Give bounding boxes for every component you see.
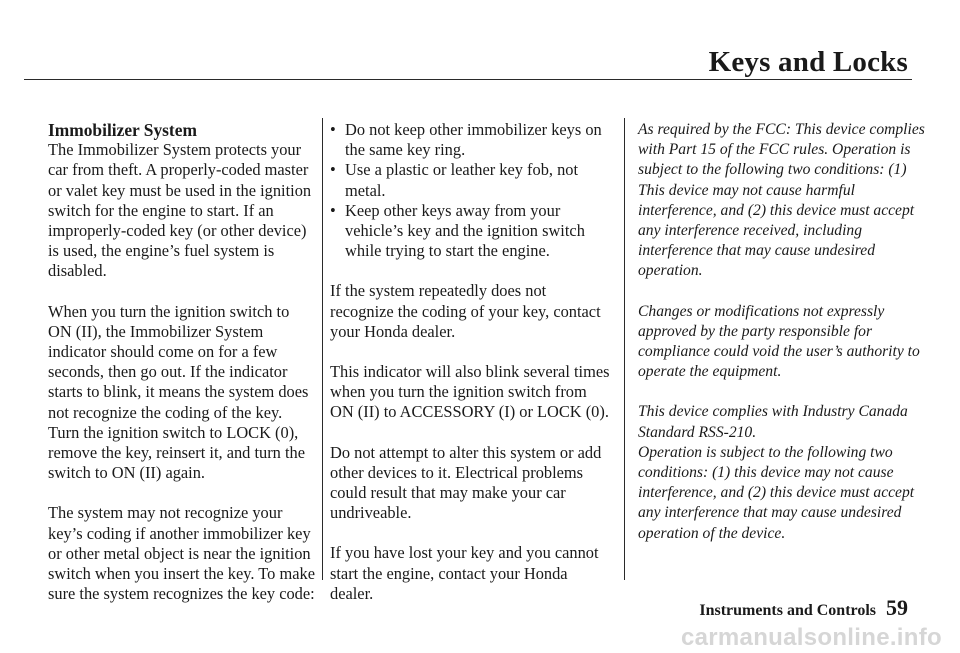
- canada-paragraph: This device complies with Industry Canada Standard RSS-210.: [638, 403, 908, 441]
- list-item: [330, 201, 610, 262]
- bullet-icon: •: [330, 160, 336, 180]
- paragraph: The Immobilizer System protects your car from theft. A properly-coded master or valet key must be used in the ignition switch for the engine to start. If an improperly-coded key (or other device) is used, the engine’s fuel system is disabled.: [48, 140, 312, 281]
- column-divider: [322, 118, 323, 580]
- list-item-text: Keep other keys away from your vehicle’s key and the ignition switch while trying to start the engine.: [345, 200, 585, 261]
- fcc-paragraph: As required by the FCC: This device complies with Part 15 of the FCC rules. Operation is subject to the following two conditions: (1) This device may not cause harmful interference, and (2) this device must accept any interference received, including interference that may cause undesired operation.: [638, 121, 925, 280]
- header-rule: [24, 79, 912, 80]
- page-number: 59: [886, 595, 908, 620]
- bullet-list: [330, 120, 610, 261]
- paragraph: When you turn the ignition switch to ON (II), the Immobilizer System indicator should come on for a few seconds, then go out. If the indicator starts to blink, it means the system does not recognize the coding of the key. Turn the ignition switch to LOCK (0), remove the key, reinsert it, and turn the switch to ON (II) again.: [48, 301, 309, 483]
- watermark: carmanualsonline.info: [680, 624, 942, 651]
- section-heading: Immobilizer System: [48, 120, 197, 140]
- column-left: [48, 120, 316, 624]
- page-footer: [699, 595, 908, 621]
- canada-paragraph: Operation is subject to the following two conditions: (1) this device may not cause interference, and (2) this device must accept any interference that may cause undesired operation of the device.: [638, 443, 915, 542]
- bullet-icon: •: [330, 200, 336, 220]
- list-item: [330, 120, 610, 160]
- paragraph: If the system repeatedly does not recognize the coding of your key, contact your Honda dealer.: [330, 281, 601, 341]
- paragraph: Do not attempt to alter this system or add other devices to it. Electrical problems could result that may make your car undriveable.: [330, 442, 602, 523]
- paragraph: The system may not recognize your key’s coding if another immobilizer key or other metal object is near the ignition switch when you insert the key. To make sure the system recognizes the key code:: [48, 503, 315, 604]
- bullet-icon: •: [330, 120, 336, 139]
- page-title: Keys and Locks: [708, 46, 908, 78]
- list-item: [330, 160, 610, 200]
- column-divider: [624, 118, 625, 580]
- immobilizer-intro: [48, 120, 316, 282]
- fcc-paragraph: Changes or modifications not expressly approved by the party responsible for compliance could void the user’s authority to operate the equipment.: [638, 302, 920, 381]
- column-right-fcc-notice: [638, 120, 928, 564]
- list-item-text: Do not keep other immobilizer keys on the same key ring.: [345, 120, 602, 160]
- list-item-text: Use a plastic or leather key fob, not metal.: [345, 160, 579, 200]
- footer-section-name: Instruments and Controls: [699, 602, 876, 619]
- paragraph: This indicator will also blink several times when you turn the ignition switch from ON (II) to ACCESSORY (I) or LOCK (0).: [330, 362, 610, 422]
- paragraph: If you have lost your key and you cannot start the engine, contact your Honda dealer.: [330, 543, 599, 603]
- column-middle: [330, 120, 610, 624]
